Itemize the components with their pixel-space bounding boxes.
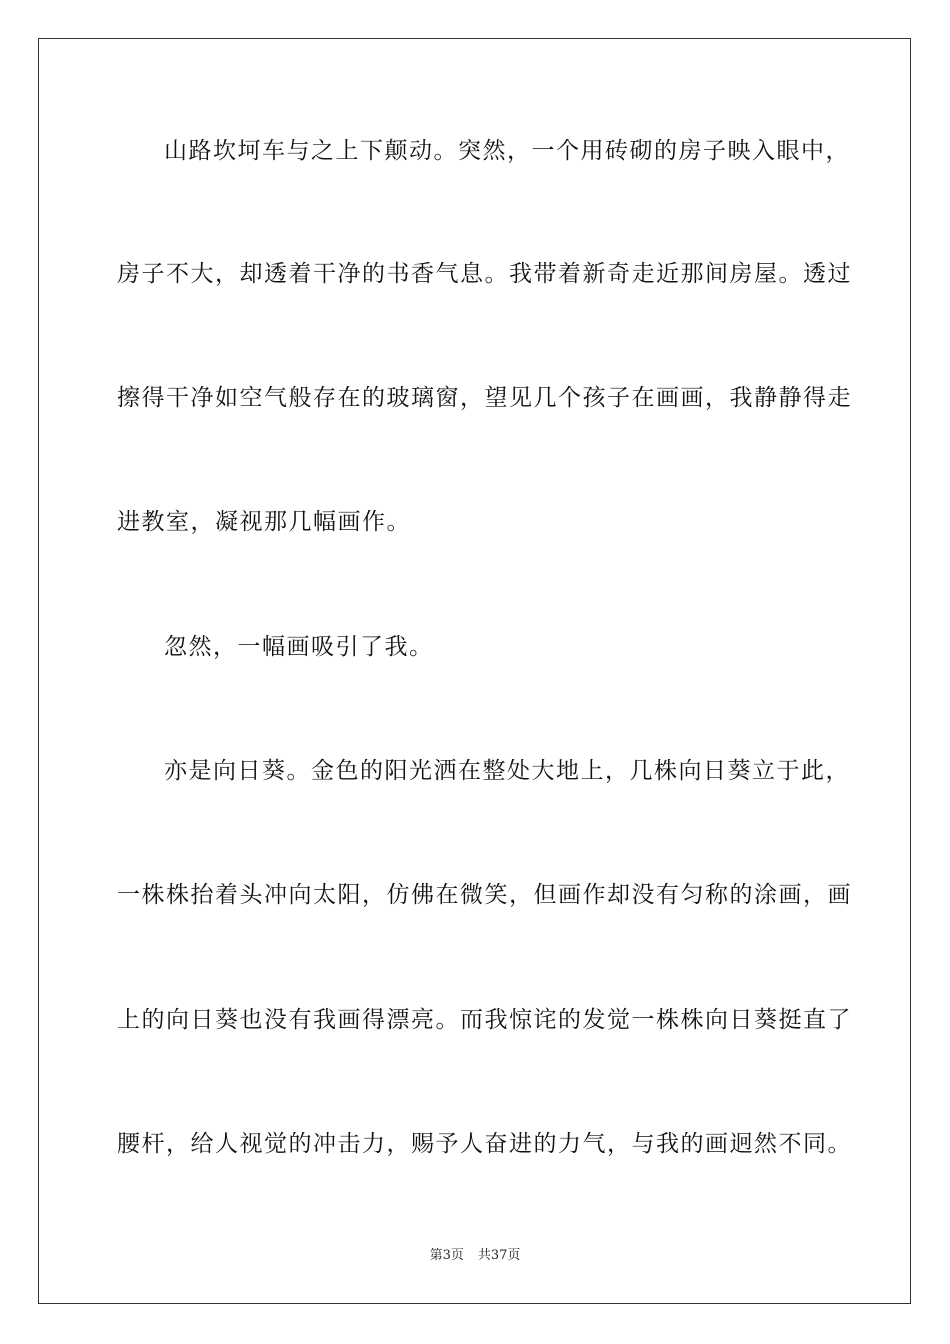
page-footer: [0, 1247, 950, 1265]
paragraph-1-line-4: 进教室，凝视那几幅画作。: [117, 509, 411, 535]
paragraph-1-line-1: 山路坎坷车与之上下颠动。突然，一个用砖砌的房子映入眼中，: [164, 138, 850, 164]
paragraph-3-line-3: 上的向日葵也没有我画得漂亮。而我惊诧的发觉一株株向日葵挺直了: [117, 1007, 852, 1033]
page-number: 第3页: [429, 1248, 464, 1263]
paragraph-3-line-1: 亦是向日葵。金色的阳光洒在整处大地上，几株向日葵立于此，: [164, 758, 850, 784]
paragraph-3-line-4: 腰杆，给人视觉的冲击力，赐予人奋进的力气，与我的画迥然不同。: [117, 1131, 852, 1157]
paragraph-3-line-2: 一株株抬着头冲向太阳，仿佛在微笑，但画作却没有匀称的涂画，画: [117, 882, 852, 908]
page-total: 共37页: [477, 1248, 521, 1263]
paragraph-1-line-2: 房子不大，却透着干净的书香气息。我带着新奇走近那间房屋。透过: [117, 261, 852, 287]
page-border: [38, 38, 911, 1304]
paragraph-1-line-3: 擦得干净如空气般存在的玻璃窗，望见几个孩子在画画，我静静得走: [117, 385, 852, 411]
paragraph-2-line-1: 忽然，一幅画吸引了我。: [164, 634, 434, 660]
